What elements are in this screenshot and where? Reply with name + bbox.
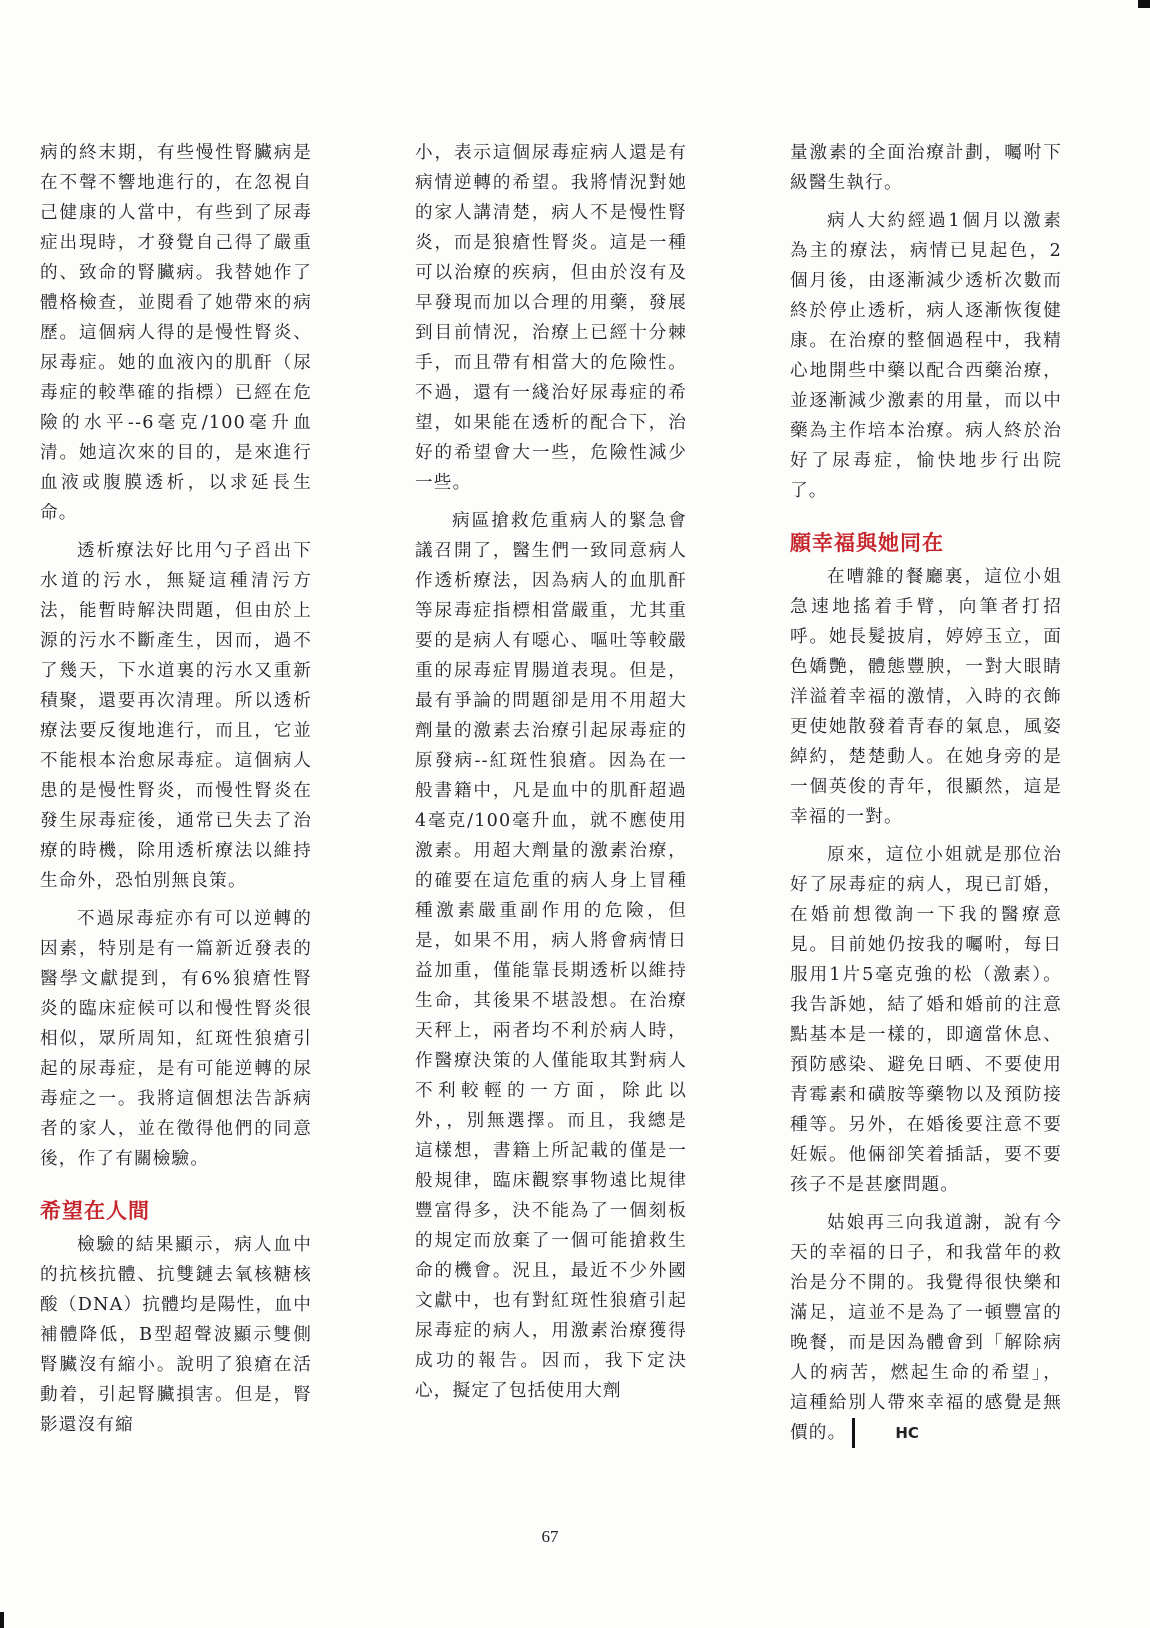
scan-edge-top-right bbox=[1138, 0, 1150, 8]
paragraph: 不過尿毒症亦有可以逆轉的因素，特別是有一篇新近發表的醫學文獻提到，有6%狼瘡性腎炎的臨床症候可以和慢性腎炎很相似，眾所周知，紅斑性狼瘡引起的尿毒症，是有可能逆轉的尿毒症之一。我將這個想法告訴病者的家人，並在徵得他們的同意後，作了有關檢驗。 bbox=[40, 909, 312, 1169]
scan-edge-bottom-left bbox=[0, 1612, 4, 1628]
section-heading: 願幸福與她同在 bbox=[790, 531, 944, 555]
page-number: 67 bbox=[541, 1527, 559, 1546]
paragraph: 在嘈雜的餐廳裏，這位小姐急速地搖着手臂，向筆者打招呼。她長髮披肩，婷婷玉立，面色嬌艷，體態豐腴，一對大眼睛洋溢着幸福的激情，入時的衣飾更使她散發着青春的氣息，風姿綽約，楚楚動人。在她身旁的是一個英俊的青年，很顯然，這是幸福的一對。 bbox=[790, 567, 1062, 827]
paragraph: 檢驗的結果顯示，病人血中的抗核抗體、抗雙鏈去氧核糖核酸（DNA）抗體均是陽性，血中補體降低，B型超聲波顯示雙側腎臟沒有縮小。說明了狼瘡在活動着，引起腎臟損害。但是，腎影還沒有縮 bbox=[40, 1235, 312, 1435]
section-heading: 希望在人間 bbox=[40, 1199, 150, 1223]
paragraph: 病區搶救危重病人的緊急會議召開了，醫生們一致同意病人作透析療法，因為病人的血肌酐等尿毒症指標相當嚴重，尤其重要的是病人有噁心、嘔吐等較嚴重的尿毒症胃腸道表現。但是，最有爭論的問題卻是用不用超大劑量的激素去治療引起尿毒症的原發病--紅斑性狼瘡。因為在一般書籍中，凡是血中的肌酐超過4毫克/100毫升血，就不應使用激素。用超大劑量的激素治療，的確要在這危重的病人身上冒種種激素嚴重副作用的危險，但是，如果不用，病人將會病情日益加重，僅能靠長期透析以維持生命，其後果不堪設想。在治療天秤上，兩者均不利於病人時，作醫療決策的人僅能取其對病人不利較輕的一方面，除此以外，，別無選擇。而且，我總是這樣想，書籍上所記載的僅是一般規律，臨床觀察事物遠比規律豐富得多，決不能為了一個刻板的規定而放棄了一個可能搶救生命的機會。況且，最近不少外國文獻中，也有對紅斑性狼瘡引起尿毒症的病人，用激素治療獲得成功的報告。因而，我下定決心，擬定了包括使用大劑 bbox=[415, 511, 687, 1401]
paragraph: 小，表示這個尿毒症病人還是有病情逆轉的希望。我將情況對她的家人講清楚，病人不是慢性腎炎，而是狼瘡性腎炎。這是一種可以治療的疾病，但由於沒有及早發現而加以合理的用藥，發展到目前情況，治療上已經十分棘手，而且帶有相當大的危險性。不過，還有一綫治好尿毒症的希望，如果能在透析的配合下，治好的希望會大一些，危險性減少一些。 bbox=[415, 143, 687, 493]
paragraph: 量激素的全面治療計劃，囑咐下級醫生執行。 bbox=[790, 143, 1062, 193]
paragraph-text: 姑娘再三向我道謝，說有今天的幸福的日子，和我當年的救治是分不開的。我覺得很快樂和滿足，這並不是為了一頓豐富的晚餐，而是因為體會到「解除病人的病苦，燃起生命的希望」，這種給別人帶來幸福的感覺是無價的。 bbox=[790, 1213, 1062, 1443]
paragraph: 透析療法好比用勺子舀出下水道的污水，無疑這種清污方法，能暫時解決問題，但由於上源的污水不斷產生，因而，過不了幾天，下水道裏的污水又重新積聚，還要再次清理。所以透析療法要反復地進行，而且，它並不能根本治愈尿毒症。這個病人患的是慢性腎炎，而慢性腎炎在發生尿毒症後，通常已失去了治療的時機，除用透析療法以維持生命外，恐怕別無良策。 bbox=[40, 541, 312, 891]
paragraph bbox=[790, 1208, 1062, 1448]
column-middle bbox=[415, 138, 687, 1414]
paragraph: 病人大約經過1個月以激素為主的療法，病情已見起色，2個月後，由逐漸減少透析次數而終於停止透析，病人逐漸恢復健康。在治療的整個過程中，我精心地開些中藥以配合西藥治療，並逐漸減少激素的用量，而以中藥為主作培本治療。病人終於治好了尿毒症，愉快地步行出院了。 bbox=[790, 211, 1062, 501]
column-left bbox=[40, 138, 312, 1448]
paragraph: 原來，這位小姐就是那位治好了尿毒症的病人，現已訂婚，在婚前想徵詢一下我的醫療意見。目前她仍按我的囑咐，每日服用1片5毫克強的松（激素）。我告訴她，結了婚和婚前的注意點基本是一樣的，即適當休息、預防感染、避免日晒、不要使用青霉素和磺胺等藥物以及預防接種等。另外，在婚後要注意不要妊娠。他倆卻笑着插話，要不要孩子不是甚麼問題。 bbox=[790, 845, 1062, 1195]
column-right bbox=[790, 138, 1062, 1456]
paragraph: 病的終末期，有些慢性腎臟病是在不聲不響地進行的，在忽視自己健康的人當中，有些到了尿毒症出現時，才發覺自己得了嚴重的、致命的腎臟病。我替她作了體格檢查，並閱看了她帶來的病歷。這個病人得的是慢性腎炎、尿毒症。她的血液內的肌酐（尿毒症的較準確的指標）已經在危險的水平--6毫克/100毫升血清。她這次來的目的，是來進行血液或腹膜透析，以求延長生命。 bbox=[40, 143, 312, 523]
end-mark-logo: HC bbox=[852, 1418, 919, 1448]
